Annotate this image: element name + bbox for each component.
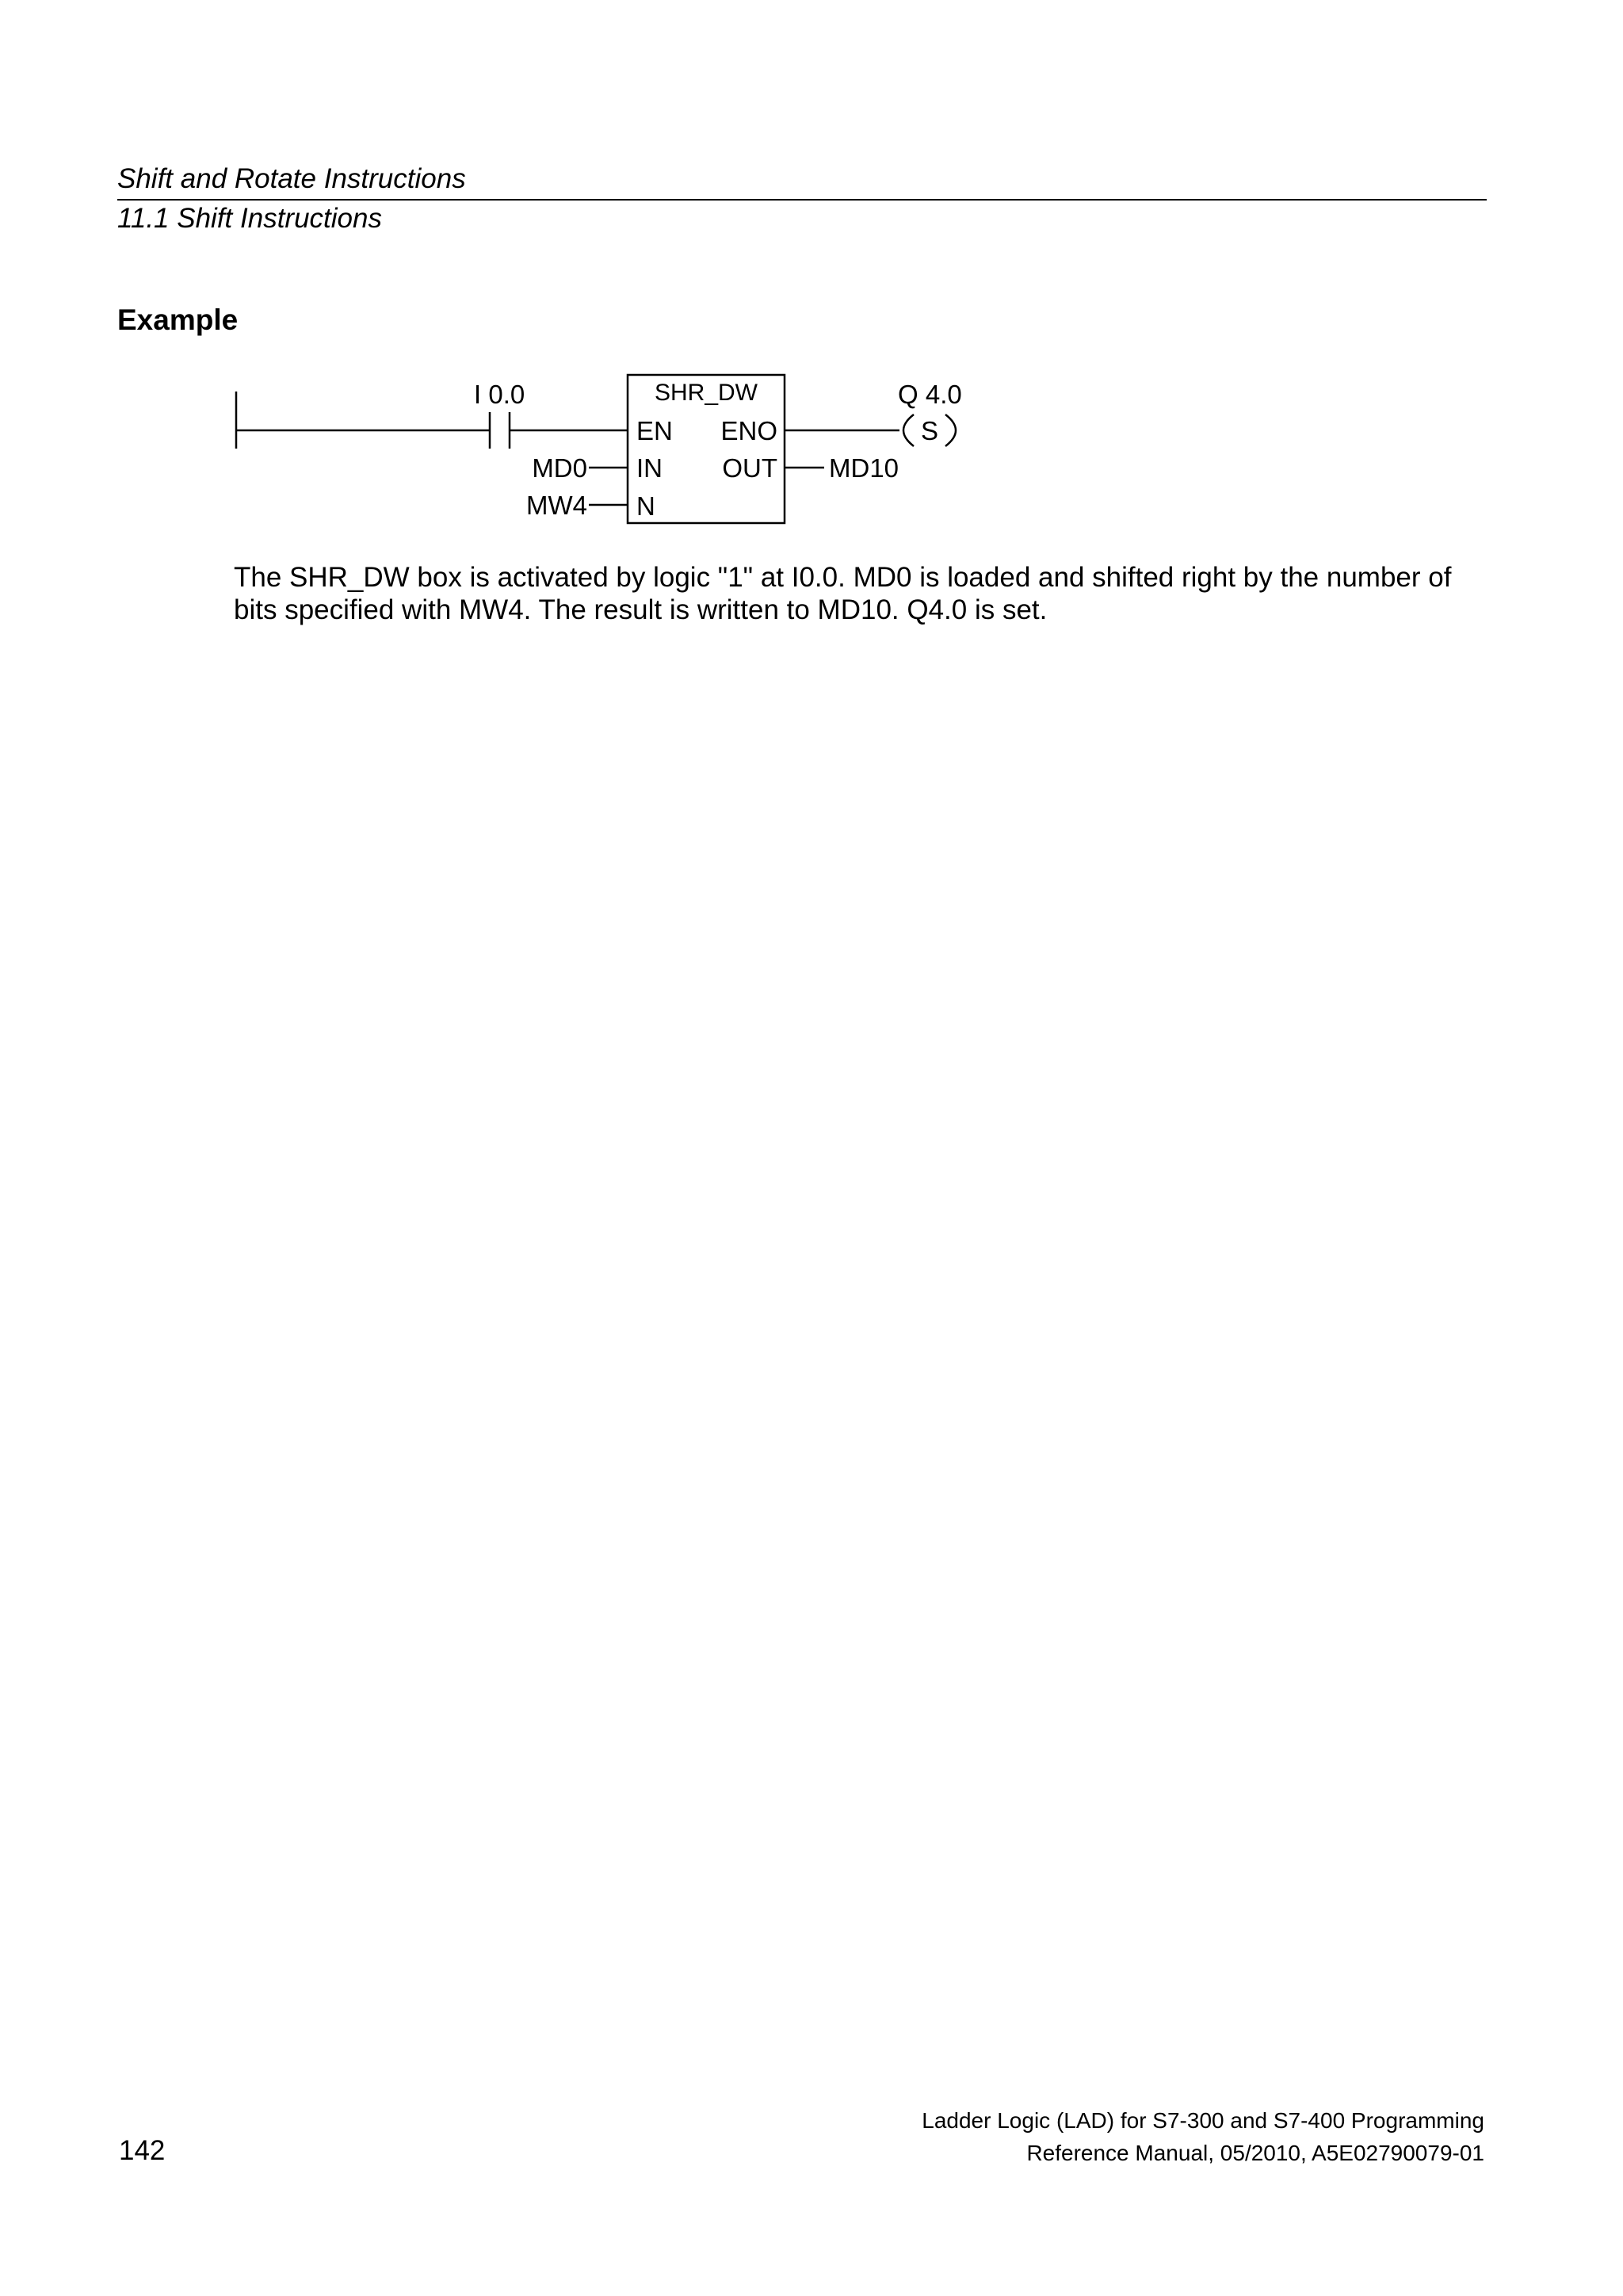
coil-type: S bbox=[920, 416, 939, 445]
pin-out-label: OUT bbox=[722, 453, 777, 483]
header-chapter-title: Shift and Rotate Instructions bbox=[117, 163, 466, 194]
header-section-title: 11.1 Shift Instructions bbox=[117, 203, 382, 234]
footer-manual-title: Ladder Logic (LAD) for S7-300 and S7-400 Programming bbox=[922, 2108, 1484, 2133]
contact-label: I 0.0 bbox=[474, 380, 525, 409]
footer-reference: Reference Manual, 05/2010, A5E02790079-01 bbox=[1026, 2141, 1484, 2165]
example-heading: Example bbox=[117, 304, 239, 336]
box-title: SHR_DW bbox=[654, 380, 758, 406]
ladder-diagram bbox=[0, 0, 1623, 555]
out-operand: MD10 bbox=[829, 453, 899, 483]
pin-in-label: IN bbox=[636, 453, 663, 483]
description-line-2: bits specified with MW4. The result is written to MD10. Q4.0 is set. bbox=[234, 594, 1048, 625]
coil-label: Q 4.0 bbox=[898, 380, 962, 409]
n-operand: MW4 bbox=[526, 491, 587, 520]
pin-n-label: N bbox=[636, 491, 655, 521]
in-operand: MD0 bbox=[532, 453, 587, 483]
example-description bbox=[234, 561, 1502, 626]
pin-en-label: EN bbox=[636, 416, 673, 445]
normally-open-contact bbox=[490, 412, 510, 449]
description-line-1: The SHR_DW box is activated by logic "1" at I0.0. MD0 is loaded and shifted right by the number of bbox=[234, 562, 1452, 593]
pin-eno-label: ENO bbox=[720, 416, 777, 445]
page-number: 142 bbox=[119, 2135, 166, 2166]
